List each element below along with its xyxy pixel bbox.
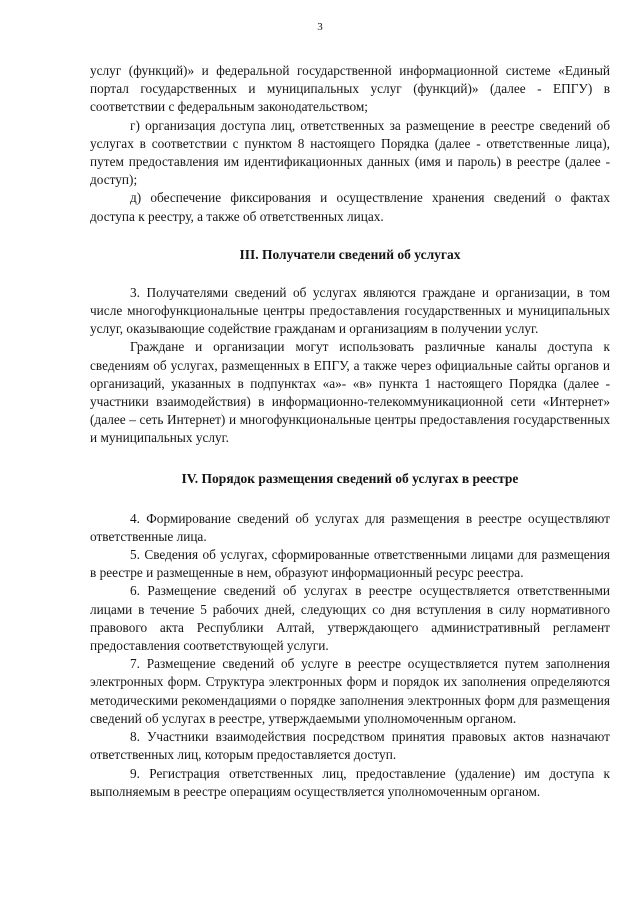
section-4-heading: IV. Порядок размещения сведений об услугах в реестре <box>181 470 519 486</box>
paragraph-4: 4. Формирование сведений об услугах для размещения в реестре осуществляют ответственные лица. <box>90 510 610 544</box>
paragraph-8: 8. Участники взаимодействия посредством принятия правовых актов назначают ответственных лиц, которым предоставляется доступ. <box>90 729 610 763</box>
paragraph-9: 9. Регистрация ответственных лиц, предоставление (удаление) им доступа к выполняемым в реестре операциям осуществляется уполномоченным органом. <box>90 765 610 799</box>
paragraph-7: 7. Размещение сведений об услуге в реестре осуществляется путем заполнения электронных форм. Структура электронных форм и порядок их заполнения определяются методическими рекомендациями о порядке заполнения электронных форм для размещения сведений об услугах в реестре, утверждаемыми уполномоченным органом. <box>90 656 610 726</box>
paragraph-3: 3. Получателями сведений об услугах являются граждане и организации, в том числе многофункциональные центры предоставления государственных и муниципальных услуг, оказывающие содействие гражданам и организациям в получении услуг. <box>90 284 610 337</box>
paragraph-6: 6. Размещение сведений об услугах в реестре осуществляется ответственными лицами в течение 5 рабочих дней, следующих со дня вступления в силу нормативного правового акта Республики Алтай, утверждающего административный регламент предоставления соответствующей услуги. <box>90 583 610 654</box>
page-number: 3 <box>317 21 323 33</box>
paragraph-item-d: д) обеспечение фиксирования и осуществление хранения сведений о фактах доступа к реестру, а также об ответственных лицах. <box>90 190 610 224</box>
document-body <box>90 62 610 801</box>
paragraph-3-channels: Граждане и организации могут использовать различные каналы доступа к сведениям об услугах, размещенных в ЕПГУ, а также через официальные сайты органов и организаций, указанных в подпунктах «а»- «в» пункта 1 настоящего Порядка (далее - участники взаимодействия) в информационно-телекоммуникационной сети «Интернет» (далее – сеть Интернет) и многофункциональные центры предоставления государственных и муниципальных услуг. <box>90 339 610 446</box>
paragraph-continuation: услуг (функций)» и федеральной государственной информационной системе «Единый портал государственных и муниципальных услуг (функций)» (далее - ЕПГУ) в соответствии с федеральным законодательством; <box>90 63 610 115</box>
paragraph-5: 5. Сведения об услугах, сформированные ответственными лицами для размещения в реестре и размещенные в нем, образуют информационный ресурс реестра. <box>90 547 610 581</box>
section-3-heading: III. Получатели сведений об услугах <box>239 246 461 262</box>
paragraph-item-g: г) организация доступа лиц, ответственных за размещение в реестре сведений об услугах в соответствии с пунктом 8 настоящего Порядка (далее - ответственные лица), путем предоставления им идентификационных данных (имя и пароль) в реестре (далее - доступ); <box>90 117 610 188</box>
